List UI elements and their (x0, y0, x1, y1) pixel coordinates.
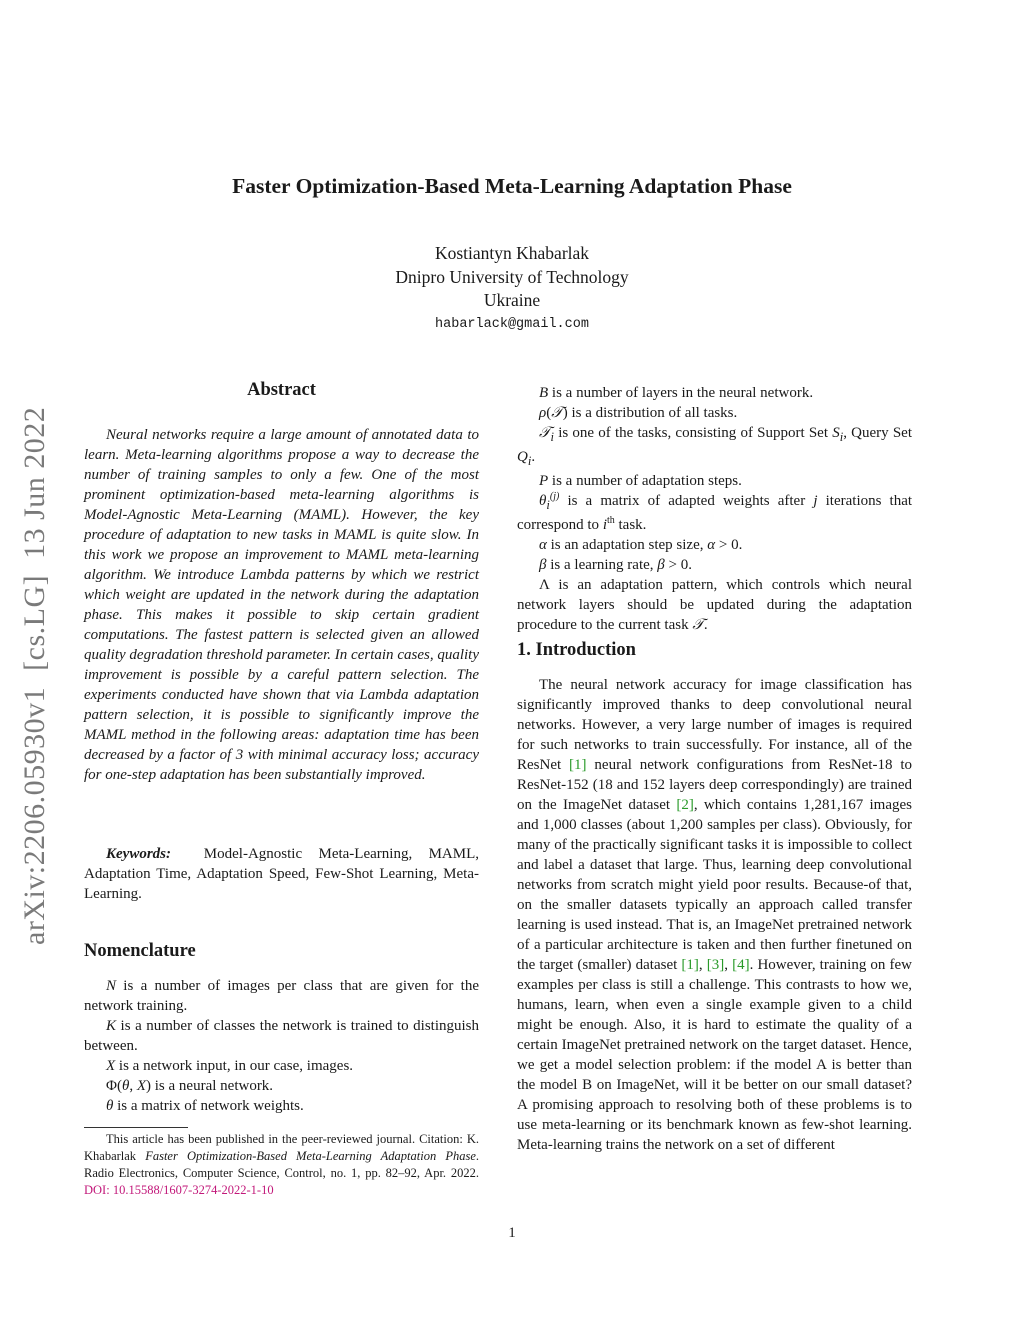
nomen-item-alpha: α is an adaptation step size, α > 0. (539, 537, 743, 553)
citation-link[interactable]: [1] (569, 757, 587, 773)
nomenclature-list-right (517, 383, 912, 635)
author-block (0, 242, 1024, 313)
nomen-item-ti: 𝒯$_i$ is one of the tasks, consisting of Support Set $S_i$, Query Set $Q_i$. (517, 425, 913, 468)
abstract-text: Neural networks require a large amount of annotated data to learn. Meta-learning algorithms propose a way to decrease the number of training samples to only a few. One of the most prominent optimization-based meta-learning algorithms is Model-Agnostic Meta-Learning (MAML). However, the key procedure of adaptation to new tasks in MAML is quite slow. In this work we propose an improvement to MAML meta-learning algorithm. We introduce Lambda patterns by which we restrict which weight are updated in the network during the adaptation phase. This makes it possible to skip certain gradient computations. The fastest pattern is selected given an allowed quality degradation threshold parameter. In certain cases, quality improvement is possible by a careful pattern selection. The experiments conducted have shown that via Lambda adaptation pattern selection, it is possible to significantly improve the MAML method in the following areas: adaptation time has been decreased by a factor of 3 with minimal accuracy loss; accuracy for one-step adaptation has been substantially improved. (84, 427, 479, 783)
nomen-item-p: P is a number of adaptation steps. (539, 473, 742, 489)
nomen-item-lambda: Λ is an adaptation pattern, which controls which neural network layers should be updated during the adaptation procedure to the current task 𝒯. (517, 577, 912, 633)
nomen-item-beta: β is a learning rate, β > 0. (539, 557, 692, 573)
paper-title: Faster Optimization-Based Meta-Learning Adaptation Phase (232, 174, 792, 198)
nomen-item-phi: Φ(θ, X) is a neural network. (106, 1078, 274, 1094)
nomen-item-x: X is a network input, in our case, images. (106, 1058, 354, 1074)
abstract-body (84, 425, 479, 785)
keywords-label: Keywords: (106, 846, 171, 862)
citation-link[interactable]: [2] (676, 797, 694, 813)
nomen-item-n: N is a number of images per class that are given for the network training. (84, 978, 479, 1014)
author-email[interactable]: habarlack@gmail.com (435, 317, 589, 332)
introduction-body (517, 675, 912, 1155)
footnote: This article has been published in the peer-reviewed journal. Citation: K. Khabarlak Faster Optimization-Based Meta-Learning Adaptation Phase. Radio Electronics, Computer Science, Control, no. 1, pp. 82–92, Apr. 2022. DOI: 10.15588/1607-3274-2022-1-10 (84, 1132, 479, 1197)
footnote-rule (84, 1127, 188, 1128)
introduction-paragraph: The neural network accuracy for image classification has significantly improved thanks to deep convolutional neural networks. However, a very large number of images is required for such networks to train successfully. For instance, all of the ResNet [1] neural network configurations from ResNet-18 to ResNet-152 (18 and 152 layers deep correspondingly) are trained on the ImageNet dataset [2], which contains 1,281,167 images and 1,000 classes (about 1,200 samples per class). Obviously, for many of the practically significant tasks it is impossible to collect and label a dataset that large. Thus, learning deep convolutional networks from scratch might yield poor results. Because-of that, on the smaller datasets typically an approach called transfer learning is used instead. That is, an ImageNet pretrained network of a particular architecture is taken and then further finetuned on the target (smaller) dataset [1], [3], [4]. However, training on few examples per class is still a challenge. This contrasts to how we, humans, learn, when even a single example given to a child might be enough. Also, it is hard to estimate the quality of a certain ImageNet pretrained network on the target dataset. Hence, we get a model selection problem: if the model A is better than the model B on ImageNet, will it be better on our small dataset? A promising approach to resolving both of these problems is to use meta-learning or its benchmark known as few-shot learning. Meta-learning trains the network on a set of different (517, 677, 913, 1153)
nomen-item-k: K is a number of classes the network is trained to distinguish between. (84, 1018, 480, 1054)
abstract-heading: Abstract (247, 380, 316, 400)
author-country: Ukraine (483, 290, 541, 310)
nomen-item-b: B is a number of layers in the neural network. (539, 385, 814, 401)
doi-link[interactable]: DOI: 10.15588/1607-3274-2022-1-10 (84, 1183, 274, 1197)
arxiv-stamp: arXiv:2206.05930v1 [cs.LG] 13 Jun 2022 (18, 406, 51, 945)
author-affiliation: Dnipro University of Technology (395, 266, 629, 287)
author-name: Kostiantyn Khabarlak (434, 243, 590, 263)
introduction-heading: 1. Introduction (517, 640, 636, 660)
citation-link[interactable]: [1] (681, 957, 699, 973)
nomen-item-rho: ρ(𝒯) is a distribution of all tasks. (539, 405, 738, 421)
footnote-title: Faster Optimization-Based Meta-Learning Adaptation Phase (145, 1149, 476, 1163)
nomen-item-theta: θ is a matrix of network weights. (106, 1098, 304, 1114)
footnote-text: This article has been published in the peer-reviewed journal. Citation: K. Khabarlak (84, 1132, 479, 1163)
nomenclature-list-left (84, 976, 479, 1116)
citation-link[interactable]: [4] (732, 957, 750, 973)
keywords-text: Model-Agnostic Meta-Learning, MAML, Adaptation Time, Adaptation Speed, Few-Shot Learning, Meta-Learning. (84, 846, 480, 902)
page-number: 1 (508, 1225, 516, 1241)
keywords-block (84, 844, 479, 904)
nomenclature-heading: Nomenclature (84, 941, 196, 961)
nomen-item-theta-ij: $\theta_i^{(j)}$ is a matrix of adapted weights after j iterations that correspond to $i^{th}$ task. (517, 491, 913, 533)
citation-link[interactable]: [3] (706, 957, 725, 973)
